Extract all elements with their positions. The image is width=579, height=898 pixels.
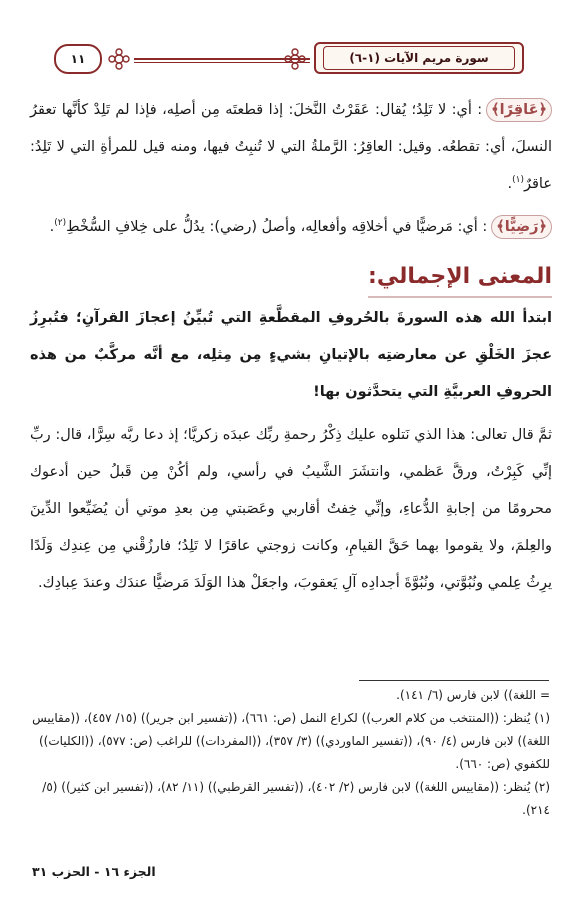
flower-ornament-icon (106, 46, 132, 72)
entry-text: : أي: لا تَلِدُ؛ يُقال: عَقَرْتُ النَّخلَ: إذا قطعتَه مِن أصلِه، فإذا لم تَلِدْ كأنَّها تعقرُ النسلَ، أي: تقطعُه. وقيل: العاقِرُ: الرَّملةُ التي لا تُنبِتُ فيها، ومنه قيل للمرأةِ التي لا تَلِدُ: عاقرٌ (30, 102, 552, 192)
flower-ornament-icon (282, 46, 308, 72)
vocab-entry-aqir: ﴿عَاقِرًا﴾: أي: لا تَلِدُ؛ يُقال: عَقَرْتُ النَّخلَ: إذا قطعتَه مِن أصلِه، فإذا لم تَلِدْ كأنَّها تعقرُ النسلَ، أي: تقطعُه. وقيل: العاقِرُ: الرَّملةُ التي لا تُنبِتُ فيها، ومنه قيل للمرأةِ التي لا تَلِدُ: عاقرٌ$^{(١)}$. (30, 92, 552, 203)
page-number: ١١ (54, 44, 102, 74)
page-header (54, 42, 524, 76)
surah-title-frame (314, 42, 524, 74)
footnotes (32, 684, 550, 822)
entry-text: : أي: مَرضيًّا في أخلاقِه وأفعالِه، وأصلُ (رضي): يدُلُّ على خِلافِ السُّخْطِ (66, 219, 488, 235)
footnote-continued: = اللغة)) لابن فارس (٦/ ١٤١). (396, 688, 550, 702)
vocab-entry-radiyya (30, 209, 552, 246)
keyword-badge: ﴿عَاقِرًا﴾ (486, 98, 552, 122)
summary-paragraph-2: ثمَّ قال تعالى: هذا الذي نَتلوه عليك ذِكْرُ رحمةِ ربِّك عبدَه زكريَّا؛ إذ دعا ربَّه سِرًّا، قال: ربِّ إنِّي كَبِرْتُ، ورقَّ عَظمي، وانتشَرَ الشَّيبُ في رأسي، ولم أكُنْ مِن قَبلُ حين أدعوك محرومًا من إجابةِ الدُّعاءِ، وإنِّي خِفتُ أقاربي وعَصَبتي مِن بعدِ موتي أن يُضَيِّعوا الدِّينَ والعِلمَ، ولا يقوموا بهما حَقَّ القيامِ، وكانت زوجتي عاقرًا لا تَلِدُ؛ فارزُقْني مِن عِندِك وَلَدًا يرِثُ عِلمي ونُبُوَّتي، ونُبُوَّةَ أجدادِه آلِ يَعقوبَ، واجعَلْ هذا الوَلَدَ مَرضيًّا عندَك وعندَ عِبادِك. (30, 427, 552, 591)
footnote-2: (٢) يُنظر: ((مقاييس اللغة)) لابن فارس (٢/ ٤٠٢)، ((تفسير القرطبي)) (١١/ ٨٢)، ((تفسير ابن كثير)) (٥/ ٢١٤). (42, 780, 550, 817)
main-text (30, 92, 552, 608)
footnote-ref[interactable]: (٢) (54, 218, 67, 229)
entry-tail: . (49, 219, 55, 235)
surah-title: سورة مريم الآيات (١-٦) (323, 46, 515, 70)
footnote-separator (359, 680, 549, 681)
summary-paragraph-1: ابتدأ الله هذه السورةَ بالحُروفِ المقطَّعةِ التي تُبيِّنُ إعجازَ القرآنِ؛ فتُبرِزُ عجزَ الخَلْقِ عن معارضتِه بالإتيانِ بشيءٍ مِن مِثلِه، مع أنَّه مركَّبٌ من هذه الحروفِ العربيَّةِ التي يتحدَّثون بها! (30, 310, 552, 400)
footnote-ref[interactable]: (١) (512, 175, 524, 186)
section-heading: المعنى الإجمالي: (368, 258, 552, 298)
footnote-1: (١) يُنظر: ((المنتخب من كلام العرب)) لكراع النمل (ص: ٦٦١)، ((تفسير ابن جرير)) (١٥/ ٤٥٧)، ((مقاييس اللغة)) لابن فارس (٤/ ٩٠)، ((تفسير الماوردي)) (٣/ ٣٥٧)، ((المفردات)) للراغب (ص: ٥٧٧)، ((الكليات)) للكفوي (ص: ٦٦٠). (32, 711, 550, 771)
keyword-badge: ﴿رَضِيًّا﴾ (491, 215, 552, 239)
page-footer: الجزء ١٦ - الحزب ٣١ (32, 864, 156, 879)
